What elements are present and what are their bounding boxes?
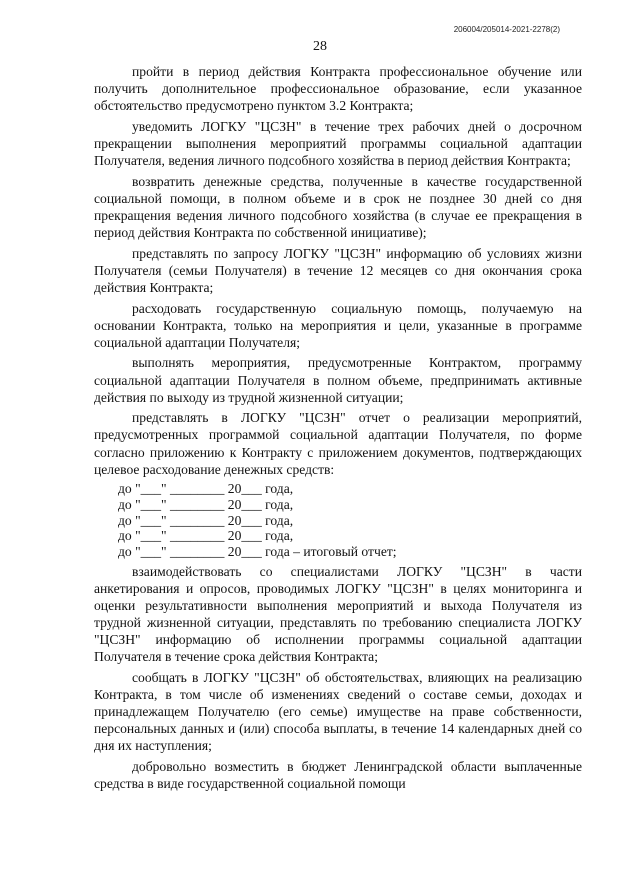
schedule-line: до "___" ________ 20___ года, [118,528,294,544]
schedule-line-final: до "___" ________ 20___ года – итоговый отчет; [118,543,397,559]
paragraph-training: пройти в период действия Контракта профессиональное обучение или получить дополнительное профессиональное образование, если указанное обстоятельство предусмотрено пунктом 3.2 Контракта; [94,64,582,114]
paragraph-cooperate: взаимодействовать со специалистами ЛОГКУ "ЦСЗН" в части анкетирования и опросов, проводимых ЛОГКУ "ЦСЗН" в целях мониторинга и оценки результативности выполнения мероприятий и выхода Получателя из трудной жизненной ситуации, представлять по требованию специалиста ЛОГКУ "ЦСЗН" информацию об исполнении программы социальной адаптации Получателя в течение срока действия Контракта; [94,563,582,665]
paragraph-spend-assistance: расходовать государственную социальную помощь, получаемую на основании Контракта, только на мероприятия и цели, указанные в программе социальной адаптации Получателя; [94,300,582,350]
paragraph-provide-info: представлять по запросу ЛОГКУ "ЦСЗН" информацию об условиях жизни Получателя (семьи Получателя) в течение 12 месяцев со дня окончания срока действия Контракта; [94,245,582,295]
schedule-line: до "___" ________ 20___ года, [118,481,294,497]
schedule-line: до "___" ________ 20___ года, [118,496,294,512]
document-id: 206004/205014-2021-2278(2) [453,25,560,34]
paragraph-return-funds: возвратить денежные средства, полученные в качестве государственной социальной помощи, в полном объеме и в срок не позднее 30 дней со дня прекращения ведения личного подсобного хозяйства (в случае ее прекращения в период действия Контракта по собственной инициативе); [94,173,582,241]
document-body [94,63,582,796]
schedule-line: до "___" ________ 20___ года, [118,512,294,528]
report-schedule [94,481,582,559]
paragraph-perform-measures: выполнять мероприятия, предусмотренные Контрактом, программу социальной адаптации Получателя в полном объеме, предпринимать активные действия по выходу из трудной жизненной ситуации; [94,355,582,405]
paragraph-notify-termination: уведомить ЛОГКУ "ЦСЗН" в течение трех рабочих дней о досрочном прекращении выполнения мероприятий программы социальной адаптации Получателя, ведения личного подсобного хозяйства в период действия Контракта; [94,118,582,169]
page-number: 28 [313,39,327,54]
paragraph-reimburse: добровольно возместить в бюджет Ленинградской области выплаченные средства в виде государственной социальной помощи [94,759,582,792]
paragraph-submit-report: представлять в ЛОГКУ "ЦСЗН" отчет о реализации мероприятий, предусмотренных программой социальной адаптации Получателя, по форме согласно приложению к Контракту с приложением документов, подтверждающих целевое расходование денежных средств: [94,410,582,477]
paragraph-report-changes: сообщать в ЛОГКУ "ЦСЗН" об обстоятельствах, влияющих на реализацию Контракта, в том числе об изменениях сведений о составе семьи, доходах и принадлежащем Получателю (его семье) имуществе на праве собственности, персональных данных и (или) способа выплаты, в течение 14 календарных дней со дня их наступления; [94,670,582,754]
